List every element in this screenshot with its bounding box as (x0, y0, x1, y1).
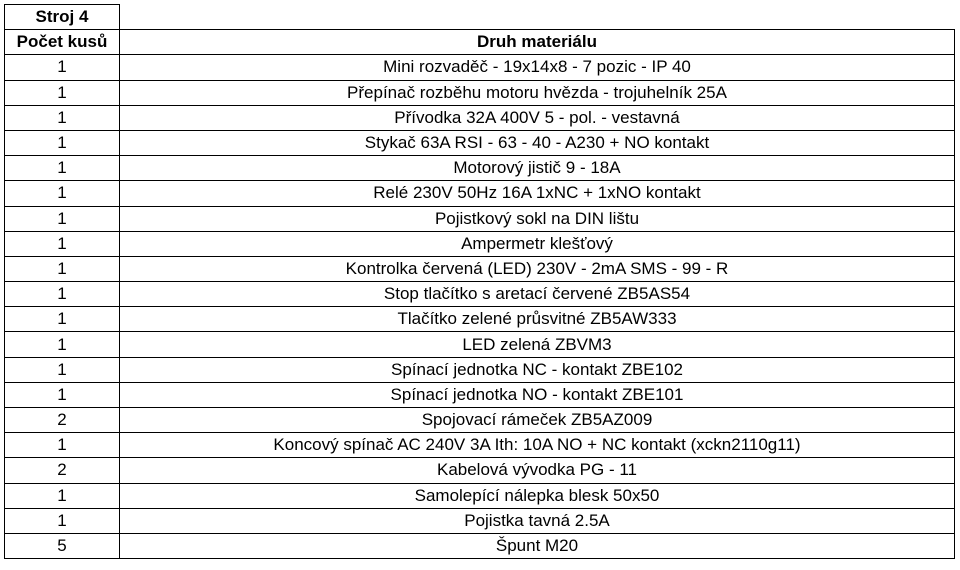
quantity-cell: 1 (5, 256, 120, 281)
material-cell: Přepínač rozběhu motoru hvězda - trojuhelník 25A (120, 80, 955, 105)
quantity-cell: 1 (5, 508, 120, 533)
table-row (5, 105, 955, 130)
table-row (5, 357, 955, 382)
table-row (5, 533, 955, 558)
material-cell: Tlačítko zelené průsvitné ZB5AW333 (120, 307, 955, 332)
quantity-cell: 1 (5, 130, 120, 155)
table-row (5, 55, 955, 80)
table-row (5, 156, 955, 181)
quantity-cell: 1 (5, 282, 120, 307)
material-cell: Relé 230V 50Hz 16A 1xNC + 1xNO kontakt (120, 181, 955, 206)
table-row (5, 282, 955, 307)
table-row (5, 307, 955, 332)
material-cell: Špunt M20 (120, 533, 955, 558)
table-row (5, 80, 955, 105)
quantity-cell: 2 (5, 458, 120, 483)
table-row (5, 508, 955, 533)
table-row (5, 256, 955, 281)
material-cell: Stop tlačítko s aretací červené ZB5AS54 (120, 282, 955, 307)
quantity-cell: 1 (5, 156, 120, 181)
material-cell: Spojovací rámeček ZB5AZ009 (120, 408, 955, 433)
material-cell: Spínací jednotka NC - kontakt ZBE102 (120, 357, 955, 382)
quantity-cell: 1 (5, 80, 120, 105)
table-row (5, 181, 955, 206)
material-cell: LED zelená ZBVM3 (120, 332, 955, 357)
quantity-cell: 1 (5, 433, 120, 458)
material-cell: Přívodka 32A 400V 5 - pol. - vestavná (120, 105, 955, 130)
material-cell: Kabelová vývodka PG - 11 (120, 458, 955, 483)
quantity-cell: 1 (5, 382, 120, 407)
table-row (5, 382, 955, 407)
quantity-cell: 1 (5, 181, 120, 206)
material-cell: Samolepící nálepka blesk 50x50 (120, 483, 955, 508)
material-cell: Koncový spínač AC 240V 3A Ith: 10A NO + NC kontakt (xckn2110g11) (120, 433, 955, 458)
header-quantity: Počet kusů (5, 30, 120, 55)
table-row (5, 433, 955, 458)
header-material: Druh materiálu (120, 30, 955, 55)
material-cell: Kontrolka červená (LED) 230V - 2mA SMS - 99 - R (120, 256, 955, 281)
table-row (5, 130, 955, 155)
table-row (5, 231, 955, 256)
quantity-cell: 1 (5, 357, 120, 382)
quantity-cell: 1 (5, 483, 120, 508)
quantity-cell: 1 (5, 105, 120, 130)
table-row (5, 458, 955, 483)
quantity-cell: 1 (5, 55, 120, 80)
quantity-cell: 1 (5, 307, 120, 332)
material-cell: Motorový jistič 9 - 18A (120, 156, 955, 181)
quantity-cell: 1 (5, 206, 120, 231)
quantity-cell: 5 (5, 533, 120, 558)
table-row (5, 332, 955, 357)
table-row (5, 408, 955, 433)
material-cell: Pojistkový sokl na DIN lištu (120, 206, 955, 231)
material-cell: Mini rozvaděč - 19x14x8 - 7 pozic - IP 40 (120, 55, 955, 80)
material-cell: Stykač 63A RSI - 63 - 40 - A230 + NO kontakt (120, 130, 955, 155)
header-row (5, 30, 955, 55)
title-blank-cell (120, 5, 955, 30)
material-table (4, 4, 955, 559)
quantity-cell: 1 (5, 231, 120, 256)
material-cell: Spínací jednotka NO - kontakt ZBE101 (120, 382, 955, 407)
table-row (5, 206, 955, 231)
material-cell: Ampermetr klešťový (120, 231, 955, 256)
quantity-cell: 1 (5, 332, 120, 357)
material-cell: Pojistka tavná 2.5A (120, 508, 955, 533)
title-row (5, 5, 955, 30)
quantity-cell: 2 (5, 408, 120, 433)
table-row (5, 483, 955, 508)
table-title: Stroj 4 (5, 5, 120, 30)
